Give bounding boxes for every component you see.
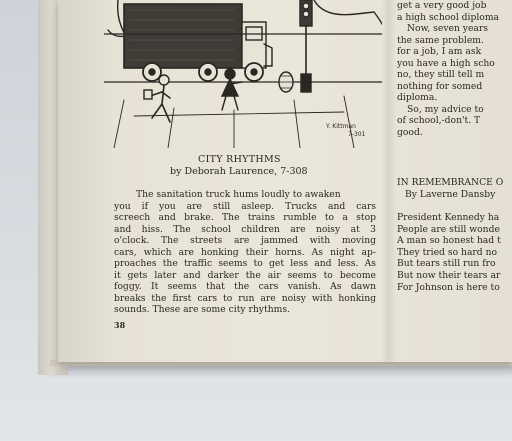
body-line: proaches the traffic seems to get less and less. As — [114, 258, 376, 269]
article-byline: by Deborah Laurence, 7-308 — [170, 166, 308, 177]
right-byline: By Laverne Dansby — [405, 189, 496, 200]
body-line: screech and brake. The trains rumble to a stop — [114, 212, 376, 223]
signature-line2: 7-301 — [348, 131, 366, 138]
article-body — [114, 189, 376, 316]
body-line: you if you are still asleep. Trucks and cars — [114, 200, 376, 212]
body-line: cars, which are honking their horns. As night ap- — [114, 246, 376, 258]
right-line: good. — [397, 126, 423, 138]
sidewalk-lines — [114, 96, 354, 148]
poem-line: But tears still run fro — [397, 258, 496, 270]
boy-head — [159, 75, 169, 85]
body-line: The sanitation truck hums loudly to awaken — [136, 189, 341, 200]
car-top — [314, 0, 382, 24]
page-number: 38 — [114, 320, 126, 330]
poem-line: President Kennedy ha — [397, 212, 500, 223]
article-title: CITY RHYTHMS — [198, 154, 281, 165]
right-line: nothing for somed — [397, 80, 483, 92]
right-line: get a very good job — [397, 0, 487, 11]
body-line: and hiss. The school children are noisy at 3 — [114, 223, 376, 235]
body-line: it gets later and darker the air seems to become — [114, 269, 376, 281]
right-line: you have a high scho — [397, 57, 495, 69]
right-line: the same problem. — [397, 34, 484, 46]
right-line: no, they still tell m — [397, 69, 485, 80]
poem-line: People are still wonde — [397, 223, 500, 235]
right-heading: IN REMEMBRANCE O — [397, 177, 504, 188]
poem-line: A man so honest had t — [397, 235, 501, 247]
city-street-cartoon — [104, 0, 382, 148]
right-line: of school,-don't. T — [397, 115, 481, 126]
right-line: for a job, I am ask — [397, 46, 482, 57]
book-shadow — [46, 364, 512, 378]
right-line: diploma. — [397, 92, 438, 103]
poem-line: For Johnson is here to — [397, 281, 500, 293]
poem-text — [397, 212, 512, 293]
body-line: sounds. These are some city rhythms. — [114, 304, 290, 315]
right-line: So, my advice to — [407, 103, 484, 115]
poem-line: But now their tears ar — [397, 269, 501, 281]
body-line: foggy. It seems that the cars vanish. As dawn — [114, 281, 376, 292]
column-gutter — [382, 0, 396, 362]
poem-line: They tried so hard no — [397, 246, 498, 258]
truck-body — [124, 4, 242, 68]
boy-body — [150, 85, 170, 122]
right-line: a high school diploma — [397, 11, 500, 23]
body-line: o'clock. The streets are jammed with moving — [114, 235, 376, 246]
body-line: breaks the first cars to run are noisy with honking — [114, 292, 376, 304]
right-column-text — [397, 0, 512, 138]
right-line: Now, seven years — [407, 23, 489, 34]
signature-line1: Y. Kittman — [326, 123, 356, 130]
